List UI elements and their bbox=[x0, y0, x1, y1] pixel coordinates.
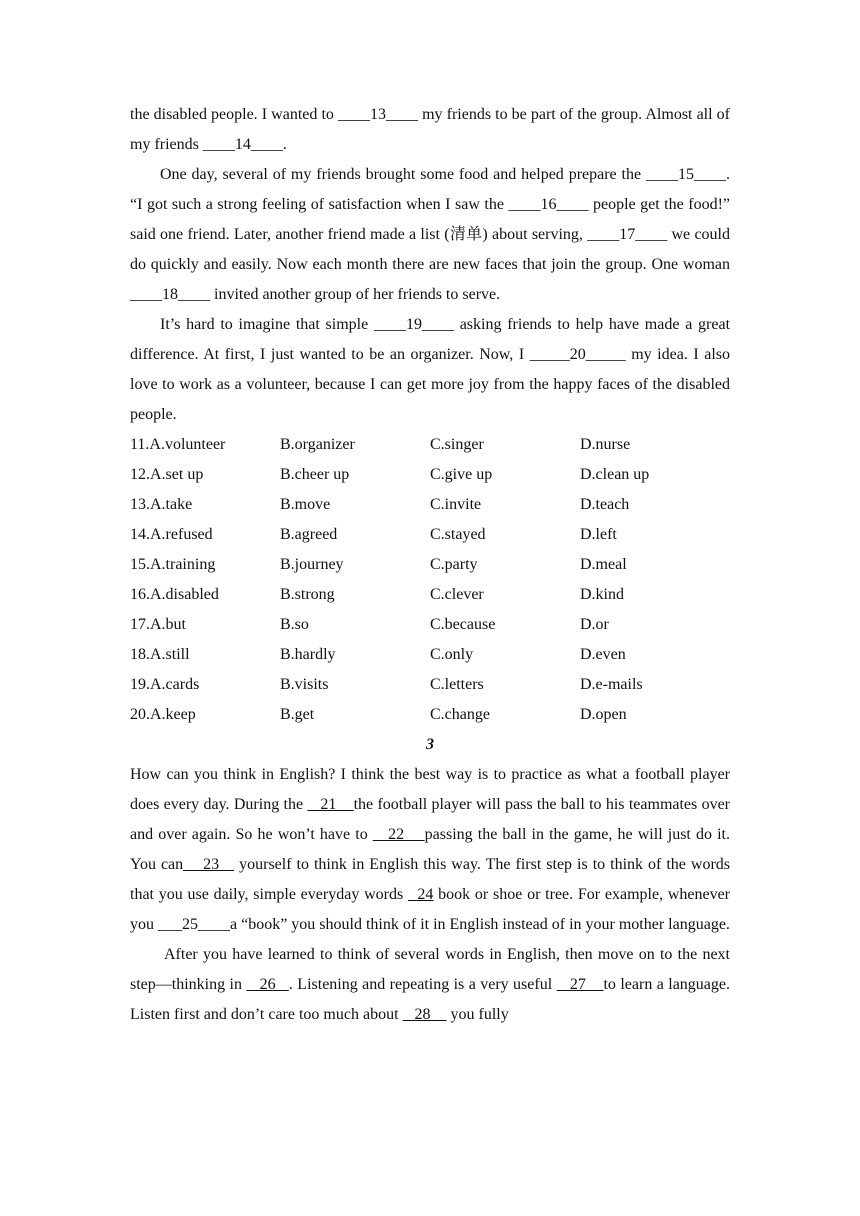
text-run: a “book” you should think of it in English instead of in your mother language. bbox=[230, 916, 730, 933]
option-a: 18.A.still bbox=[130, 646, 190, 663]
option-d: D.meal bbox=[580, 556, 627, 573]
text-run: asking friends to help have made a great difference. At first, I just wanted to be an organizer. Now, I bbox=[130, 316, 731, 363]
option-d: D.open bbox=[580, 706, 627, 723]
option-c: C.give up bbox=[430, 466, 493, 483]
option-d: D.teach bbox=[580, 496, 630, 513]
passage3-paragraph-1 bbox=[130, 760, 730, 940]
passage2-paragraph-1 bbox=[130, 100, 730, 160]
text-run: One day, several of my friends brought some food and helped prepare the bbox=[160, 166, 646, 183]
text-run: you fully bbox=[446, 1006, 509, 1023]
blank-13: ____13____ bbox=[338, 106, 418, 123]
option-row-20 bbox=[130, 700, 730, 730]
text-run: yourself to think in English this way. The first step is to think of the words that you use daily, simple everyday words bbox=[130, 856, 731, 903]
blank-26: 26 bbox=[246, 976, 289, 993]
option-a: 11.A.volunteer bbox=[130, 436, 226, 453]
blank-21: 21 bbox=[307, 796, 354, 813]
option-c: C.only bbox=[430, 646, 474, 663]
blank-18: ____18____ bbox=[130, 286, 210, 303]
option-d: D.even bbox=[580, 646, 626, 663]
section-number: 3 bbox=[426, 736, 434, 753]
passage2-paragraph-2 bbox=[130, 160, 730, 310]
option-row-17 bbox=[130, 610, 730, 640]
option-b: B.get bbox=[280, 706, 315, 723]
option-row-15 bbox=[130, 550, 730, 580]
blank-19: ____19____ bbox=[373, 316, 454, 333]
option-b: B.move bbox=[280, 496, 331, 513]
text-run: . bbox=[282, 136, 287, 153]
option-a: 16.A.disabled bbox=[130, 586, 219, 603]
text-run: my friends to be part of the group. Almost all of my friends bbox=[130, 106, 730, 153]
option-d: D.nurse bbox=[580, 436, 631, 453]
option-c: C.singer bbox=[430, 436, 484, 453]
option-b: B.agreed bbox=[280, 526, 338, 543]
option-d: D.e-mails bbox=[580, 676, 643, 693]
passage3-paragraph-2 bbox=[130, 940, 730, 1030]
blank-17: ____17____ bbox=[587, 226, 668, 243]
passage2-paragraph-3 bbox=[130, 310, 730, 430]
option-a: 20.A.keep bbox=[130, 706, 196, 723]
option-a: 15.A.training bbox=[130, 556, 216, 573]
option-c: C.party bbox=[430, 556, 478, 573]
option-b: B.organizer bbox=[280, 436, 355, 453]
text-run: my idea. I also love to work as a volunteer, because I can get more joy from the happy faces of the disabled people. bbox=[130, 346, 730, 423]
option-row-13 bbox=[130, 490, 730, 520]
blank-23: 23 bbox=[183, 856, 235, 873]
option-c: C.letters bbox=[430, 676, 484, 693]
option-row-18 bbox=[130, 640, 730, 670]
blank-14: ____14____ bbox=[202, 136, 283, 153]
option-a: 13.A.take bbox=[130, 496, 193, 513]
option-a: 19.A.cards bbox=[130, 676, 200, 693]
blank-28: 28 bbox=[402, 1006, 447, 1023]
option-d: D.kind bbox=[580, 586, 624, 603]
option-b: B.visits bbox=[280, 676, 329, 693]
blank-20: _____20_____ bbox=[529, 346, 626, 363]
option-row-14 bbox=[130, 520, 730, 550]
text-run: the disabled people. I wanted to bbox=[130, 106, 338, 123]
text-run: It’s hard to imagine that simple bbox=[160, 316, 374, 333]
blank-24: 24 bbox=[407, 886, 434, 903]
option-row-12 bbox=[130, 460, 730, 490]
option-c: C.because bbox=[430, 616, 496, 633]
text-run: the football player will pass the ball to his teammates over and over again. So he won’t have to bbox=[130, 796, 731, 843]
option-a: 17.A.but bbox=[130, 616, 186, 633]
text-run: . “I got such a strong feeling of satisfaction when I saw the bbox=[130, 166, 730, 213]
option-a: 14.A.refused bbox=[130, 526, 213, 543]
option-b: B.journey bbox=[280, 556, 344, 573]
blank-16: ____16____ bbox=[508, 196, 589, 213]
option-d: D.clean up bbox=[580, 466, 650, 483]
text-run: book or shoe or tree. For example, whenever you bbox=[130, 886, 731, 933]
text-run: people get the food!” said one friend. Later, another friend made a list (清单) about serving, bbox=[130, 196, 730, 243]
option-c: C.change bbox=[430, 706, 490, 723]
option-row-11 bbox=[130, 430, 730, 460]
blank-15: ____15____ bbox=[646, 166, 726, 183]
options-list bbox=[130, 430, 730, 730]
text-run: passing the ball in the game, he will just do it. You can bbox=[130, 826, 730, 873]
option-row-16 bbox=[130, 580, 730, 610]
option-c: C.invite bbox=[430, 496, 482, 513]
text-run: . Listening and repeating is a very useful bbox=[288, 976, 557, 993]
option-c: C.stayed bbox=[430, 526, 486, 543]
option-d: D.left bbox=[580, 526, 617, 543]
blank-25: ___25____ bbox=[158, 916, 230, 933]
option-a: 12.A.set up bbox=[130, 466, 204, 483]
option-row-19 bbox=[130, 670, 730, 700]
text-run: After you have learned to think of several words in English, then move on to the next step—thinking in bbox=[130, 946, 730, 993]
option-c: C.clever bbox=[430, 586, 484, 603]
document-page bbox=[130, 100, 730, 1030]
option-b: B.so bbox=[280, 616, 309, 633]
blank-22: 22 bbox=[372, 826, 425, 843]
option-b: B.hardly bbox=[280, 646, 336, 663]
text-run: we could do quickly and easily. Now each month there are new faces that join the group. One woman bbox=[130, 226, 730, 273]
text-run: invited another group of her friends to serve. bbox=[210, 286, 501, 303]
option-b: B.strong bbox=[280, 586, 335, 603]
blank-27: 27 bbox=[556, 976, 604, 993]
text-run: to learn a language. Listen first and don’t care too much about bbox=[130, 976, 731, 1023]
text-run: How can you think in English? I think the best way is to practice as what a football player does every day. During the bbox=[130, 766, 730, 813]
option-b: B.cheer up bbox=[280, 466, 350, 483]
option-d: D.or bbox=[580, 616, 609, 633]
